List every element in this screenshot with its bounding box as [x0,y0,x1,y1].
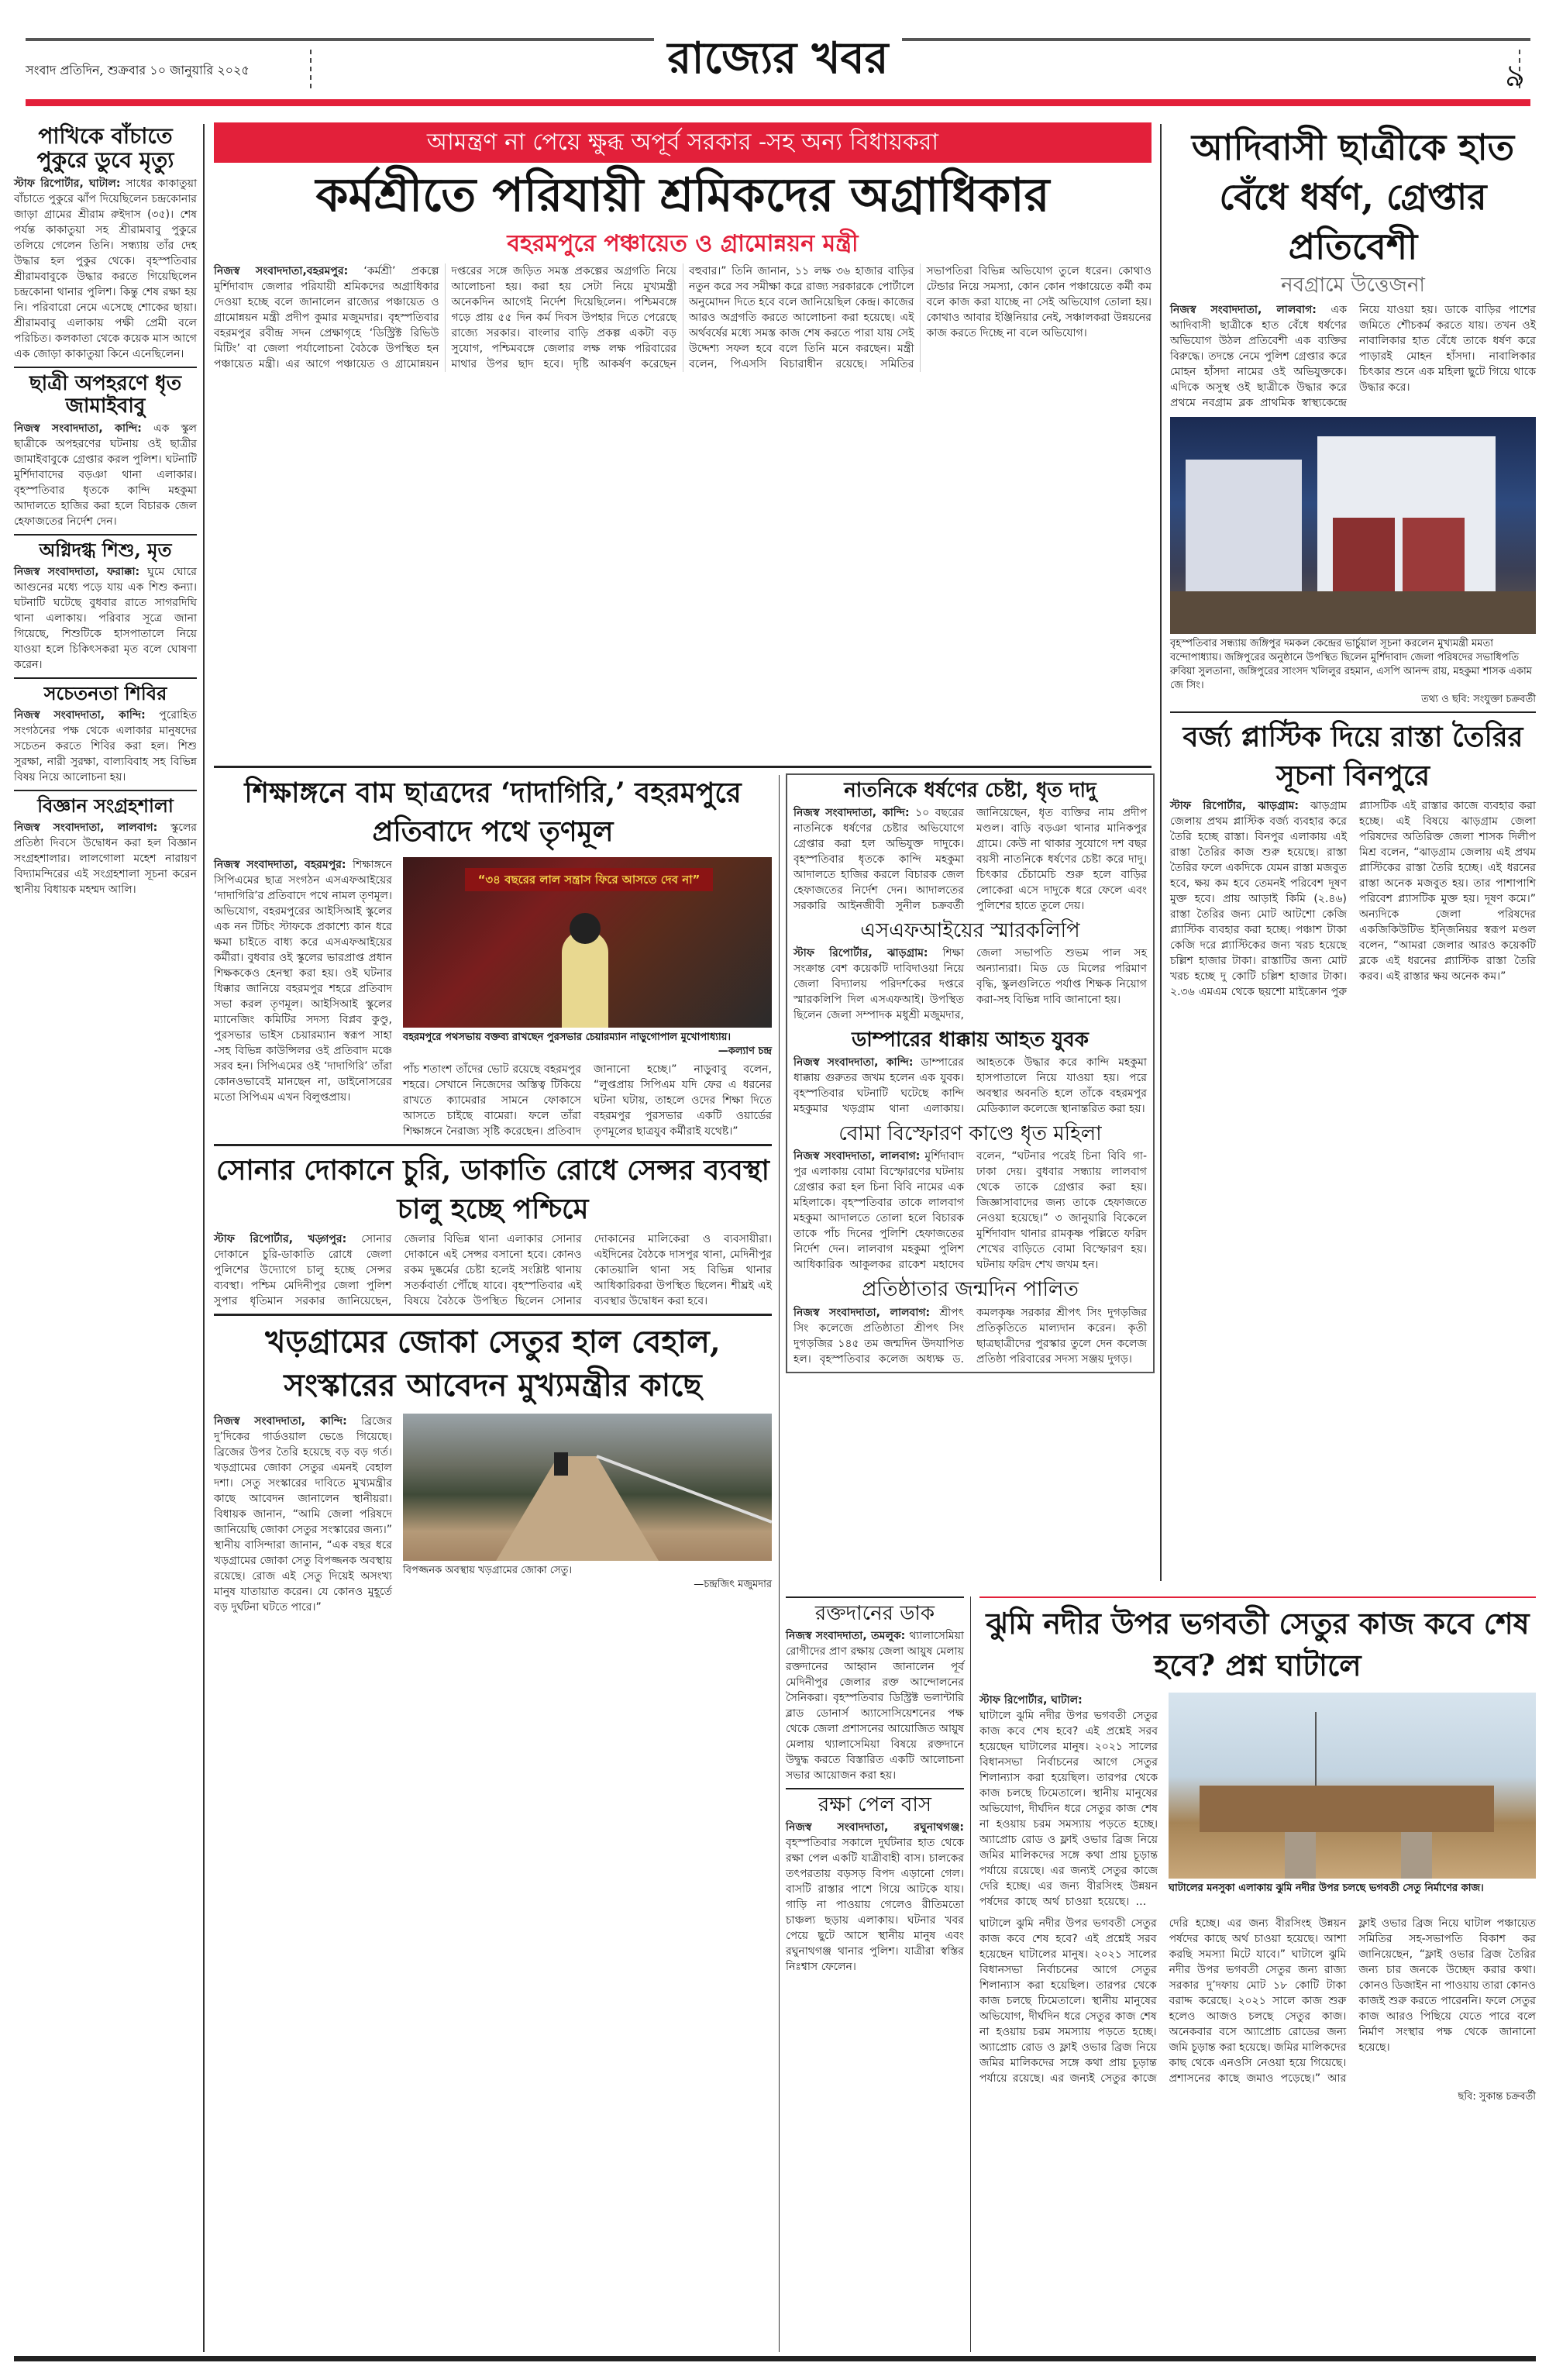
jhumi-caption: ঘাটালের মনসুকা এলাকায় ঝুমি নদীর উপর চলছে ভগবতী সেতু নির্মাণের কাজ। [1169,1882,1484,1894]
dateline: সংবাদ প্রতিদিন, শুক্রবার ১০ জানুয়ারি ২০২৫ [26,63,250,77]
speaker-figure [562,931,608,1028]
divider [214,766,1152,768]
divider [310,50,312,88]
blood-donation-headline: রক্তদানের ডাক [814,1602,935,1625]
bus-headline: রক্ষা পেল বাস [818,1793,932,1817]
jhumi-body: ঘাটালে ঝুমি নদীর উপর ভগবতী সেতুর কাজ কবে শেষ হবে? এই প্রশ্নেই সরব হয়েছেন ঘাটালের মানুষ। ২০২১ সালের বিধানসভা নির্বাচনের আগে সেতুর শিলান্যাস করা হয়েছিল। তারপর থেকে কাজ চলছে ঢিমেতালে। স্থানীয় মানুষের অভিযোগ, দীর্ঘদিন ধরে সেতুর কাজ শেষ না হওয়ায় চরম সমস্যায় পড়তে হচ্ছে। অ্যাপ্রোচ রোড ও ফ্লাই ওভার ব্রিজ নিয়ে জমির মালিকদের সঙ্গে কথা প্রায় চূড়ান্ত পর্যায়ে রয়েছে। এর জন্যই সেতুর কাজে দেরি হচ্ছে। এর জন্য বীরসিংহ উন্নয়ন পর্ষদের কাছে অর্থ চাওয়া হয়েছে। আশা করছি সমস্যা মিটে যাবে।” ঘাটালে ঝুমি নদীর উপর ভগবতী সেতুর জন্য রাজ্য সরকার দু’দফায় মোট ১৮ কোটি টাকা বরাদ্দ করেছে। ২০২১ সালে কাজ শুরু হলেও আজও চলছে সেতুর কাজ। অনেকবার বসে অ্যাপ্রোচ রোডের জন্য জমি চূড়ান্ত করা হয়েছে। জমির মালিকদের কাছ থেকে এনওসি নেওয়া হয়ে গিয়েছে। প্রশাসনের কাছে জমাও পড়েছে।” আর ফ্লাই ওভার ব্রিজ নিয়ে ঘাটাল পঞ্চায়েত সমিতির সহ-সভাপতি বিকাশ কর জানিয়েছেন, “ফ্লাই ওভার ব্রিজ তৈরির জন্য চার জনকে উচ্ছেদ করার কথা। কোনও ডিজাইন না পাওয়ায় তারা কোনও কাজই শুরু করতে পারেননি। ফলে সেতুর কাজ আরও পিছিয়ে যেতে পারে বলে নির্মাণ সংস্থার পক্ষ থেকে জানানো হয়েছে। [979,1917,1536,2085]
story-text: ডাম্পারের ধাক্কায় গুরুতর জখম হলেন এক যুবক। বৃহস্পতিবার ঘটনাটি ঘটেছে কান্দি মহকুমার খড়গ্রাম থানা এলাকায়। আহতকে উদ্ধার করে কান্দি মহকুমা হাসপাতালে নিয়ে যাওয়া হয়। পরে অবস্থার অবনতি হলে তাঁকে বহরমপুর মেডিক্যাল কলেজে স্থানান্তরিত করা হয়। [793,1056,1147,1116]
story-headline-awareness: সচেতনতা শিবির [43,681,167,704]
story-headline-burn: অগ্নিদগ্ধ শিশু, মৃত [39,538,172,561]
byline: নিজস্ব সংবাদদাতা, লালবাগ: [793,1306,931,1319]
divider-red [979,1596,1536,1598]
column-rule [779,775,780,2352]
column-rule [203,124,205,2352]
lead-story [214,122,1152,372]
grandfather-body [793,805,1147,914]
photo-illustration [1170,417,1536,634]
section-title-text: রাজ্যের খবর [654,33,903,84]
story-text: শিক্ষাঙ্গনে সিপিএমের ছাত্র সংগঠন এসএফআইয়ের ‘দাদাগিরি’র প্রতিবাদে পথে নামল তৃণমূল। অভিযোগ, বহরমপুরের আইসিআই স্কুলের এক নন টিচিং স্টাফকে প্রকাশ্যে কান ধরে ক্ষমা চাইতে বাধ্য করে এসএফআইয়ের কর্মীরা। বুধবার ওই স্কুলের ভারপ্রাপ্ত প্রধান শিক্ষককেও হেনস্থা করা হয়। ওই ঘটনার ধিক্কার জানিয়ে বহরমপুর শহরে প্রতিবাদ সভা করল তৃণমূল। আইসিআই স্কুলের ম্যানেজিং কমিটির সদস্য বিপ্লব কুণ্ডু, পুরসভার ভাইস চেয়ারম্যান স্বরূপ সাহা -সহ বিভিন্ন কাউন্সিলর ওই প্রতিবাদ মঞ্চে সরব হন। সিপিএমের ওই ‘দাদাগিরি’ তাঁরা কোনওভাবেই মানছেন না, ডাইনোসরের মতো সিপিএম এখন বিলুপ্তপ্রায়। [214,859,393,1104]
caption-text: বৃহস্পতিবার সন্ধ্যায় জঙ্গিপুর দমকল কেন্দ্রের ভার্চুয়াল সূচনা করলেন মুখ্যমন্ত্রী মমতা বন্দোপাধ্যায়। জঙ্গিপুরের অনুষ্ঠানে উপস্থিত ছিলেন মুর্শিদাবাদ জেলা পরিষদের সভাধিপতি রুবিয়া সুলতানা, জঙ্গিপুরের সাংসদ খলিলুর রহমান, এসপি আনন্দ রায়, মহকুমা শাসক একাম জে সিং। [1170,638,1532,691]
story-text: মুর্শিদাবাদ পুর এলাকায় বোমা বিস্ফোরণের ঘটনায় গ্রেপ্তার করা হল চিনা বিবি নামের এক মহিলাকে। বৃহস্পতিবার তাকে লালবাগ মহকুমা আদালতে তোলা হলে বিচারক তাকে পাঁচ দিনের পুলিশি হেফাজতের নির্দেশ দেন। লালবাগ মহকুমা পুলিশ আধিকারিক আকুলকর রাকেশ মহাদেব বলেন, “ঘটনার পরেই চিনা বিবি গা-ঢাকা দেয়। বুধবার সন্ধ্যায় লালবাগ থেকে তাকে গ্রেপ্তার করা হয়। জিজ্ঞাসাবাদের জন্য তাকে হেফাজতে নেওয়া হয়েছে।” ৩ জানুয়ারি বিকেলে মুর্শিদাবাদ থানার রামকৃষ্ণ পল্লিতে ফরিদ শেখের বাড়িতে বোমা বিস্ফোরণ হয়। ঘটনায় ফরিদ শেখ জখম হন। [793,1150,1147,1272]
story-body-bird [14,176,197,362]
byline: নিজস্ব সংবাদদাতা, ফরাক্কা: [14,565,140,578]
bus-body [786,1820,964,1975]
bridge-caption [403,1564,772,1592]
jhumi-bridge-photo [1169,1693,1536,1879]
jewellery-headline: সোনার দোকানে চুরি, ডাকাতি রোধে সেন্সর ব্যবস্থা চালু হচ্ছে পশ্চিমে [215,1154,769,1225]
photo-credit: তথ্য ও ছবি: সংযুক্তা চক্রবর্তী [1421,694,1536,705]
lead-subhead: বহরমপুরে পঞ্চায়েত ও গ্রামোন্নয়ন মন্ত্রী [507,230,859,257]
divider [14,677,197,679]
lead-kicker: আমন্ত্রণ না পেয়ে ক্ষুব্ধ অপূর্ব সরকার -সহ অন্য বিধায়করা [214,122,1152,163]
jhumi-photo-block [1169,1693,1536,1896]
divider [1170,711,1536,713]
divider [786,1596,964,1598]
story-text: স্কুলের প্রতিষ্ঠা দিবসে উদ্বোধন করা হল বিজ্ঞান সংগ্রহশালার। লালগোলা মহেশ নারায়ণ বিদ্যামন্দিরের এই সংগ্রহশালা সূচনা করেন স্থানীয় বিধায়ক মহম্মদ আলি। [14,821,198,896]
sfi-story-row [214,857,772,1139]
founder-body [793,1305,1147,1367]
sfi-body [214,857,392,1105]
lead-story-body [214,263,1152,372]
byline: স্টাফ রিপোর্টার, ঝাড়গ্রাম: [1170,800,1300,812]
bridge-body [214,1414,392,1615]
speaker-head [570,913,601,944]
story-text: ‘কর্মশ্রী’ প্রকল্পে মুর্শিদাবাদ জেলার পরিযায়ী শ্রমিকদের অগ্রাধিকার দেওয়া হচ্ছে বলে জানালেন রাজ্যের পঞ্চায়েত ও গ্রামোন্নয়ন মন্ত্রী প্রদীপ কুমার মজুমদার। বৃহস্পতিবার বহরমপুর রবীন্দ্র সদন প্রেক্ষাগৃহে ‘ডিস্ট্রিক্ট রিভিউ মিটিং’ বা জেলা পর্যালোচনা বৈঠকে উপস্থিত হন পঞ্চায়েত মন্ত্রী। এর আগে পঞ্চায়েত ও গ্রামোন্নয়ন দপ্তরের সঙ্গে জড়িত সমস্ত প্রকল্পের অগ্রগতি নিয়ে আলোচনা হয়। করা হয় সেটা নিয়ে মুখ্যমন্ত্রী অনেকদিন আগেই নির্দেশ দিয়েছিলেন। পশ্চিমবঙ্গে গড়ে প্রায় ৫৫ দিন কর্ম দিবস উপহার দিতে পেরেছে রাজ্যে সরকার। বাংলার বাড়ি প্রকল্প একটা বড় সুযোগ, পশ্চিমবঙ্গে জেলার লক্ষ লক্ষ পরিবারের মাথার উপর ছাদ হবে। দৃষ্টি আকর্ষণ করেছেন বহুবার।” তিনি জানান, ১১ লক্ষ ৩৬ হাজার বাড়ির নতুন করে সব সমীক্ষা করে রাজ্য সরকারকে পোর্টালে অনুমোদন দিতে হবে বলে জানিয়েছিল কেন্দ্র। কাজের আরও অগ্রগতি করতে আলোচনা করা হয়েছে। এই অর্থবর্ষের মধ্যে সমস্ত কাজ শেষ করতে পারা যায় সেই উদ্দেশ্য সফল হবে বলে তিনি মনে করছেন। মন্ত্রী বলেন, পিএসসি বিচারাধীন রয়েছে। সমিতির সভাপতিরা বিভিন্ন অভিযোগ তুলে ধরেন। কোথাও টেন্ডার নিয়ে সমস্যা, কোন কোন পঞ্চায়েতে কর্মী কম বলে কাজ করা যাচ্ছে না সেই অভিযোগ তোলা হয়। কোথাও আবার ইঞ্জিনিয়ার নেই, সঞ্চালকরা উন্নয়নের কাজ করতে দিচ্ছে না বলে অভিযোগ। [214,265,1152,370]
bridge-story-row [214,1414,772,1615]
pillar-shape [1401,1832,1432,1879]
story-body-awareness [14,708,197,785]
story-body-burn [14,564,197,673]
byline: নিজস্ব সংবাদদাতা, কান্দি: [793,1056,914,1069]
sfi-rally-photo [403,857,772,1028]
motorcyclist-shape [554,1452,568,1476]
dumper-headline: ডাম্পারের ধাক্কায় আহত যুবক [852,1028,1089,1052]
sfi-body-continued: পাঁচ শতাংশ তাঁদের ভোট রয়েছে বহরমপুর শহরে। সেখানে নিজেদের অস্তিত্ব টিকিয়ে রাখতে ক্যামেরার সামনে ফোকাসে আসতে চাইছে বামেরা। ফলে তাঁরা শিক্ষাঙ্গনে নৈরাজ্য সৃষ্টি করেছেন। প্রতিবাদ জানানো হচ্ছে।” নাড়ুবাবু বলেন, “লুপ্তপ্রায় সিপিএম যদি ফের এ ধরনের ঘটনা ঘটায়, তাহলে ওদের শিক্ষা দিতে বহরমপুর পুরসভার একটি ওয়ার্ডের তৃণমূলের ছাত্রযুব কর্মীরাই যথেষ্ট।” [403,1063,772,1138]
jhumi-body-intro [979,1693,1158,1910]
story-text: সাধের কাকাতুয়া বাঁচাতে পুকুরে ঝাঁপ দিয়েছিলেন চন্দ্রকোনার জাড়া গ্রামের শ্রীরাম রুইদাস (৩৫)। শেষ পর্যন্ত কাকাতুয়া সহ শ্রীরামবাবু পুকুরে তলিয়ে গেলেন তিনি। সন্ধ্যায় তাঁর দেহ উদ্ধার হল পুকুর থেকে। বৃহস্পতিবার শ্রীরামবাবুকে উদ্ধার করতে গিয়েছিলেন চন্দ্রকোনা থানার পুলিশ। কিন্তু শেষ রক্ষা হয় নি। পরিবারো নেমে এসেছে শোকের ছায়া। শ্রীরামবাবু এলাকায় পক্ষী প্রেমী বলে পরিচিত। কলকাতা থেকে কয়েক মাস আগে এক জোড়া কাকাতুয়া কিনে এনেছিলেন। [14,177,197,360]
divider [14,534,197,536]
founder-headline: প্রতিষ্ঠাতার জন্মদিন পালিত [862,1278,1079,1302]
briefs-box [786,773,1155,1373]
tribal-subhead: নবগ্রামে উত্তেজনা [1281,274,1425,297]
photo-illustration [1169,1693,1536,1879]
bridge-photo-block [403,1414,772,1592]
bridge-headline: খড়গ্রামের জোকা সেতুর হাল বেহাল, সংস্কারের আবেদন মুখ্যমন্ত্রীর কাছে [265,1324,721,1404]
fire-station-photo [1170,417,1536,634]
fire-engine-shape [1333,518,1395,591]
byline: নিজস্ব সংবাদদাতা, লালবাগ: [14,821,158,834]
divider [786,1788,964,1789]
centre-left-column [214,773,772,1615]
story-body-abduction [14,421,197,529]
story-text: ঘুমে ঘোরে আগুনের মধ্যে পড়ে যায় এক শিশু কন্যা। ঘটনাটি ঘটেছে বুধবার রাতে সাগরদিঘি থানা এলাকায়। পরিবার সূত্রে জানা গিয়েছে, শিশুটিকে হাসপাতালে নিয়ে যাওয়া হলে চিকিৎসকরা মৃত বলে ঘোষণা করেন। [14,565,197,671]
story-text: ঘাটালে ঝুমি নদীর উপর ভগবতী সেতুর কাজ কবে শেষ হবে? এই প্রশ্নেই সরব হয়েছেন ঘাটালের মানুষ। ২০২১ সালের বিধানসভা নির্বাচনের আগে সেতুর শিলান্যাস করা হয়েছিল। তারপর থেকে কাজ চলছে ঢিমেতালে। স্থানীয় মানুষের অভিযোগ, দীর্ঘদিন ধরে সেতুর কাজ শেষ না হওয়ায় চরম সমস্যায় পড়তে হচ্ছে। অ্যাপ্রোচ রোড ও ফ্লাই ওভার ব্রিজ নিয়ে জমির মালিকদের সঙ্গে কথা প্রায় চূড়ান্ত পর্যায়ে রয়েছে। এর জন্যই সেতুর কাজে দেরি হচ্ছে। এর জন্য বীরসিংহ উন্নয়ন পর্ষদের কাছে অর্থ চাওয়া হয়েছে। আশা [979,1710,1158,1908]
story-text: শিক্ষা সংক্রান্ত বেশ কয়েকটি দাবিদাওয়া নিয়ে জেলা বিদ্যালয় পরিদর্শকের দপ্তরে স্মারকলিপি দিল এসএফআই। উপস্থিত ছিলেন জেলা সম্পাদক মধুশ্রী মজুমদার, জেলা সভাপতি শুভম পাল সহ অন্যান্যরা। মিড ডে মিলের পরিমাণ বৃদ্ধি, স্কুলগুলিতে পর্যাপ্ত শিক্ষক নিয়োগ করা-সহ বিভিন্ন দাবি জানানো হয়। [793,947,1147,1022]
tribal-story-body [1170,302,1536,411]
lead-headline: কর্মশ্রীতে পরিযায়ী শ্রমিকদের অগ্রাধিকার [315,168,1050,222]
right-column [1170,122,1536,1000]
byline: নিজস্ব সংবাদদাতা, কান্দি: [793,807,910,820]
byline: নিজস্ব সংবাদদাতা, তমলুক: [786,1630,906,1643]
sfi-caption [403,1031,772,1059]
ground-shape [1170,591,1536,634]
byline: নিজস্ব সংবাদদাতা, কান্দি: [14,422,142,435]
dumper-body [793,1055,1147,1117]
bomb-headline: বোমা বিস্ফোরণ কাণ্ডে ধৃত মহিলা [838,1122,1102,1146]
byline: স্টাফ রিপোর্টার, ঝাড়গ্রাম: [793,947,928,960]
jhumi-photo-credit: ছবি: সুকান্ত চক্রবর্তী [1458,2091,1536,2103]
byline: স্টাফ রিপোর্টার, খড়্গপুর: [214,1233,347,1245]
byline: নিজস্ব সংবাদদাতা,বহরমপুর: [214,265,349,277]
jok-bridge-photo [403,1414,772,1561]
grandfather-headline: নাতনিকে ধর্ষণের চেষ্টা, ধৃত দাদু [844,779,1096,802]
byline: নিজস্ব সংবাদদাতা, রঘুনাথগঞ্জ: [786,1821,964,1834]
column-rule [970,1596,971,2352]
divider [14,367,197,368]
sfi-memo-body [793,945,1147,1023]
story-headline-abduction: ছাত্রী অপহরণে ধৃত জামাইবাবু [29,371,182,418]
jewellery-body [214,1231,772,1309]
caption-text: বহরমপুরে পথসভায় বক্তব্য রাখছেন পুরসভার চেয়ারম্যান নাড়ুগোপাল মুখোপাধ্যায়। [403,1032,732,1043]
bridge-deck-shape [1200,1786,1494,1832]
banner-text: “৩৪ বছরের লাল সন্ত্রাস ফিরে আসতে দেব না” [465,868,713,891]
pillar-shape [1285,1832,1316,1879]
story-text: এক স্কুল ছাত্রীকে অপহরণের ঘটনায় ওই ছাত্রীর জামাইবাবুকে গ্রেপ্তার করল পুলিশ। ঘটনাটি মুর্শিদাবাদের বড়ঞা থানা এলাকার। বৃহস্পতিবার ধৃতকে কান্দি মহকুমা আদালতে হাজির করা হলে বিচারক জেল হেফাজতের নির্দেশ দেন। [14,422,197,528]
story-text: এক আদিবাসী ছাত্রীকে হাত বেঁধে ধর্ষণের অভিযোগ উঠল প্রতিবেশী এক ব্যক্তির বিরুদ্ধে। তদন্তে নেমে পুলিশ গ্রেপ্তার করে মোহন হাঁসদা নামের ওই অভিযুক্তকে। এদিকে অসুস্থ ওই ছাত্রীকে উদ্ধার করে প্রথমে নবগ্রাম ব্লক প্রাথমিক স্বাস্থ্যকেন্দ্রে নিয়ে যাওয়া হয়। ডাকে বাড়ির পাশের জমিতে শৌচকর্ম করতে যায়। তখন ওই নাবালিকার হাত বেঁধে তাকে ধর্ষণ করে পাড়ারই মোহন হাঁসদা। নাবালিকার চিৎকার শুনে এক মহিলা ছুটে গিয়ে থাকে উদ্ধার করে। [1170,304,1536,409]
jhumi-story [979,1596,1536,2106]
bomb-body [793,1149,1147,1273]
blood-bus-column [786,1596,964,1975]
byline: নিজস্ব সংবাদদাতা, কান্দি: [214,1415,347,1428]
blood-donation-body [786,1628,964,1783]
byline: নিজস্ব সংবাদদাতা, লালবাগ: [1170,304,1317,316]
divider [14,790,197,791]
story-text: ঝাড়গ্রাম জেলায় প্রথম প্লাস্টিক বর্জ্য ব্যবহার করে তৈরি হচ্ছে রাস্তা। বিনপুর এলাকায় এই রাস্তা তৈরির কাজ শুরু হয়েছে। রাস্তা তৈরির ফলে একদিকে যেমন রাস্তা মজবুত হবে, ক্ষয় কম হবে তেমনই পরিবেশ দূষণ মুক্ত হবে। প্রায় আড়াই কিমি (২.৪৬) রাস্তা তৈরির জন্য মোট আটশো কেজি প্ল্যাস্টিক ব্যবহার করা হচ্ছে। পঞ্চাশ টাকা কেজি দরে প্ল্যাস্টিকের জন্য খরচ হয়েছে চল্লিশ হাজার টাকা। রাস্তাটির জন্য মোট খরচ হচ্ছে দু কোটি চল্লিশ হাজার টাকা। ২.৩৬ এমএম থেকে ছয়শো মাইক্রোন পুরু প্ল্যাসটিক এই রাস্তার কাজে ব্যবহার করা হচ্ছে। এই বিষয়ে ঝাড়গ্রাম জেলা পরিষদের অতিরিক্ত জেলা শাসক দিলীপ মিশ্র বলেন, “ঝাড়গ্রাম জেলায় এই প্রথম প্লাস্টিকের রাস্তা তৈরি হচ্ছে। এই ধরনের রাস্তা অনেক মজবুত হয়। তার পাশাপাশি পরিবেশ প্ল্যাসটিক মুক্ত হয়। দূষণ কমে।” অন্যদিকে জেলা পরিষদের একজিকিউটিভ ইন্জিনিয়র স্বরূপ মণ্ডল বলেন, “আমরা জেলার আরও কয়েকটি ব্লকে এই ধরনের প্ল্যাস্টিক রাস্তা তৈরি করব। এই রাস্তার ক্ষয় অনেক কম।” [1170,800,1536,998]
left-column [14,124,197,897]
photo-credit: —কল্যাণ চন্দ্র [718,1045,772,1057]
column-rule [1160,124,1162,1581]
jhumi-top-row [979,1693,1536,1910]
byline: নিজস্ব সংবাদদাতা, কান্দি: [14,708,146,722]
story-text: ব্রিজের দু’দিকের গার্ডওয়াল ভেঙে গিয়েছে। ব্রিজের উপর তৈরি হয়েছে বড় বড় গর্ত। খড়গ্রামের জোকা সেতুর এমনই বেহাল দশা। সেতু সংস্কারের দাবিতে মুখ্যমন্ত্রীর কাছে আবেদন জানালেন স্থানীয়রা। বিধায়ক জানান, “আমি জেলা পরিষদে জানিয়েছি জোকা সেতুর সংস্কারের জন্য।” স্থানীয় বাসিন্দারা জানান, “এক বছর ধরে খড়গ্রামের জোকা সেতু বিপজ্জনক অবস্থায় রয়েছে। রোজ এই সেতু দিয়েই অসংখ্য মানুষ যাতায়াত করেন। যে কোনও মুহূর্তে বড় দুর্ঘটনা ঘটতে পারে।” [214,1415,393,1614]
byline: নিজস্ব সংবাদদাতা, লালবাগ: [793,1150,921,1163]
page-bottom-rule [14,2356,1536,2361]
story-text: বৃহস্পতিবার সকালে দুর্ঘটনার হাত থেকে রক্ষা পেল একটি যাত্রীবাহী বাস। চালকের তৎপরতায় বড়সড় বিপদ এড়ানো গেল। বাসটি রাস্তার পাশে গিয়ে আটকে যায়। গাড়ি না পাওয়ায় গেলেও রীতিমতো চাঞ্চল্য ছড়ায় এলাকায়। ঘটনার খবর পেয়ে ছুটে আসে স্থানীয় মানুষ এবং রঘুনাথগঞ্জ থানার পুলিশ। যাত্রীরা স্বস্তির নিঃশ্বাস ফেলেন। [786,1837,964,1974]
story-text: সোনার দোকানে চুরি-ডাকাতি রোধে জেলা পুলিশের উদ্যোগে চালু হচ্ছে সেন্সর ব্যবস্থা। পশ্চিম মেদিনীপুর জেলা পুলিশ সুপার ধৃতিমান সরকার জানিয়েছেন, জেলার বিভিন্ন থানা এলাকার সোনার দোকানে এই সেন্সর বসানো হবে। কোনও রকম দুষ্কর্মের চেষ্টা হলেই সংশ্লিষ্ট থানায় সতর্কবার্তা পৌঁছে যাবে। বৃহস্পতিবার এই বিষয়ে বৈঠকে উপস্থিত ছিলেন সোনার দোকানের মালিকেরা ও ব্যবসায়ীরা। এইদিনের বৈঠকে দাসপুর থানা, মেদিনীপুর কোতয়ালি থানা সহ বিভিন্ন থানার আধিকারিকরা উপস্থিত ছিলেন। শীঘ্রই এই ব্যবস্থার উদ্বোধন করা হবে। [214,1233,772,1307]
story-headline-bird: পাখিকে বাঁচাতে পুকুরে ডুবে মৃত্যু [36,123,174,174]
story-text: শ্রীপৎ সিং কলেজে প্রতিষ্ঠাতা শ্রীপৎ সিং দুগড়জির ১৪৫ তম জন্মদিন উদযাপিত হল। বৃহস্পতিবার কলেজ অধ্যক্ষ ড. কমলকৃষ্ণ সরকার শ্রীপৎ সিং দুগড়জির প্রতিকৃতিতে মাল্যদান করেন। কৃতী ছাত্রছাত্রীদের পুরস্কার তুলে দেন কলেজ প্রতিষ্ঠা পরিবারের সদস্য সঞ্জয় দুগড়। [793,1306,1147,1366]
fire-station-caption [1170,637,1536,707]
divider [214,1144,772,1146]
divider [214,1314,772,1316]
plastic-road-body [1170,798,1536,1000]
byline: স্টাফ রিপোর্টার, ঘাটাল: [14,177,121,190]
sfi-headline: শিক্ষাঙ্গনে বাম ছাত্রদের ‘দাদাগিরি,’ বহরমপুরে প্রতিবাদে পথে তৃণমূল [244,777,742,848]
masthead-red-bar [26,99,1530,106]
story-text: পুরোহিত সংগঠনের পক্ষ থেকে এলাকার মানুষদের সচেতন করতে শিবির করা হল। শিশু সুরক্ষা, নারী সুরক্ষা, বাল্যবিবাহ সহ বিভিন্ন বিষয় নিয়ে আলোচনা হয়। [14,708,198,784]
jhumi-headline: ঝুমি নদীর উপর ভগবতী সেতুর কাজ কবে শেষ হবে? প্রশ্ন ঘাটালে [986,1606,1530,1683]
caption-text: বিপজ্জনক অবস্থায় খড়গ্রামের জোকা সেতু। [403,1565,573,1576]
sfi-memo-headline: এসএফআইয়ের স্মারকলিপি [860,919,1080,943]
byline: নিজস্ব সংবাদদাতা, বহরমপুর: [214,859,346,871]
byline: স্টাফ রিপোর্টার, ঘাটাল: [979,1694,1083,1707]
photo-illustration [403,1414,772,1561]
tribal-headline: আদিবাসী ছাত্রীকে হাত বেঁধে ধর্ষণ, গ্রেপ্তার প্রতিবেশী [1191,126,1515,267]
plastic-road-headline: বর্জ্য প্লাস্টিক দিয়ে রাস্তা তৈরির সূচনা বিনপুরে [1182,721,1523,792]
building-shape [1186,460,1302,591]
story-text: থ্যালাসেমিয়া রোগীদের প্রাণ রক্ষায় জেলা আয়ুষ মেলায় রক্তদানের আহ্বান জানালেন পূর্ব মেদিনীপুর জেলার রক্ত আন্দোলনের সৈনিকরা। বৃহস্পতিবার ডিস্ট্রিক্ট ভলান্টারি ব্লাড ডোনার্স অ্যাসোসিয়েশনের পক্ষ থেকে জেলা প্রশাসনের আয়োজিত আয়ুষ মেলায় থ্যালাসেমিয়া বিষয়ে রক্তদানে উদ্বুদ্ধ করতে বিস্তারিত একটি আলোচনা সভার আয়োজন করা হয়। [786,1630,964,1782]
fire-engine-shape [1403,518,1465,591]
story-headline-museum: বিজ্ঞান সংগ্রহশালা [37,794,174,817]
story-body-museum [14,820,197,897]
sfi-photo-block [403,857,772,1139]
page-number: ৯ [1505,58,1525,94]
story-text: ১০ বছরের নাতনিকে ধর্ষণের চেষ্টার অভিযোগে গ্রেপ্তার করা হল অভিযুক্ত দাদুকে। বৃহস্পতিবার ধৃতকে কান্দি মহকুমা আদালতে হাজির করলে বিচারক জেল হেফাজতের নির্দেশ দেন। আদালতের সরকারি আইনজীবী সুনীল চক্রবর্তী জানিয়েছেন, ধৃত ব্যক্তির নাম প্রদীপ মণ্ডল। বাড়ি বড়ঞা থানার মানিকপুর গ্রামে। কেউ না থাকার সুযোগে দশ বছর বয়সী নাতনিকে ধর্ষণের চেষ্টা করে দাদু। চিৎকার চেঁচামেচি শুরু হলে বাড়ির লোকেরা এসে দাদুকে ধরে ফেলে এবং পুলিশের হাতে তুলে দেয়। [793,807,1147,913]
photo-credit: —চন্দ্রজিৎ মজুমদার [694,1579,772,1590]
